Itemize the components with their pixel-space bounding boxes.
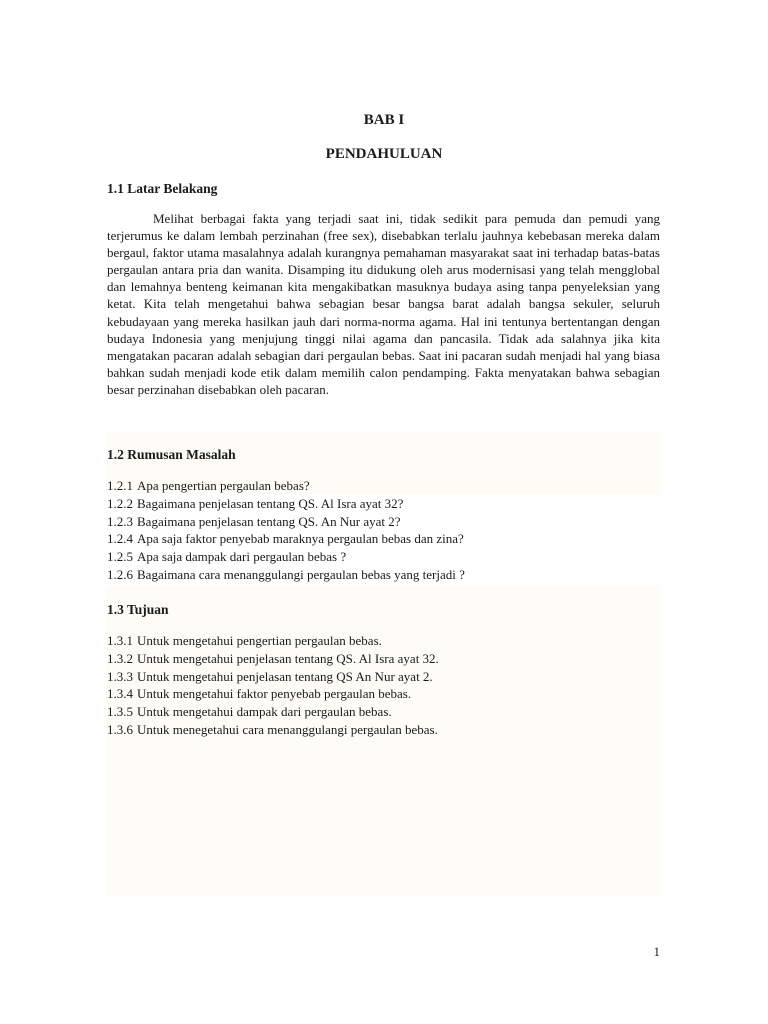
chapter-number: BAB I bbox=[363, 112, 405, 128]
item-number: 1.2.4 bbox=[107, 531, 133, 547]
list-item bbox=[107, 495, 660, 513]
list-item bbox=[107, 632, 660, 650]
page-number: 1 bbox=[653, 944, 660, 959]
item-text: Apa saja faktor penyebab maraknya pergaulan bebas dan zina? bbox=[137, 531, 464, 547]
list-item bbox=[107, 513, 660, 531]
list-item bbox=[107, 703, 660, 721]
item-text: Bagaimana penjelasan tentang QS. Al Isra ayat 32? bbox=[137, 495, 404, 511]
item-text: Bagaimana penjelasan tentang QS. An Nur ayat 2? bbox=[137, 513, 401, 529]
item-number: 1.3.5 bbox=[107, 704, 133, 720]
list-item bbox=[107, 650, 660, 668]
item-text: Untuk mengetahui penjelasan tentang QS An Nur ayat 2. bbox=[137, 668, 433, 684]
item-text: Untuk mengetahui dampak dari pergaulan bebas. bbox=[137, 704, 392, 720]
item-number: 1.3.4 bbox=[107, 686, 133, 702]
item-number: 1.2.6 bbox=[107, 566, 133, 582]
list-item bbox=[107, 685, 660, 703]
item-text: Untuk mengetahui faktor penyebab pergaulan bebas. bbox=[137, 686, 412, 702]
objectives-list bbox=[107, 632, 660, 739]
section-heading-background: 1.1 Latar Belakang bbox=[107, 181, 218, 196]
problems-list bbox=[107, 477, 660, 584]
section-heading-problems: 1.2 Rumusan Masalah bbox=[107, 447, 236, 462]
item-text: Untuk menegetahui cara menanggulangi pergaulan bebas. bbox=[137, 721, 438, 737]
item-number: 1.2.1 bbox=[107, 478, 133, 493]
item-text: Untuk mengetahui penjelasan tentang QS. Al Isra ayat 32. bbox=[137, 650, 439, 666]
item-text: Apa saja dampak dari pergaulan bebas ? bbox=[137, 549, 347, 565]
list-item bbox=[107, 721, 660, 739]
item-text: Bagaimana cara menanggulangi pergaulan bebas yang terjadi ? bbox=[137, 566, 465, 582]
section-heading-objectives: 1.3 Tujuan bbox=[107, 602, 169, 617]
item-number: 1.3.1 bbox=[107, 633, 133, 648]
item-number: 1.3.6 bbox=[107, 721, 133, 737]
item-number: 1.2.5 bbox=[107, 549, 133, 565]
item-number: 1.3.2 bbox=[107, 650, 133, 666]
list-item bbox=[107, 668, 660, 686]
item-text: Untuk mengetahui pengertian pergaulan bebas. bbox=[137, 633, 382, 648]
list-item bbox=[107, 477, 660, 495]
list-item bbox=[107, 566, 660, 584]
background-paragraph: Melihat berbagai fakta yang terjadi saat ini, tidak sedikit para pemuda dan pemudi yang terjerumus ke dalam lembah perzinahan (free sex), disebabkan terlalu jauhnya kebebasan mereka dalam bergaul, faktor utama masalahnya adalah kurangnya pemahaman masyarakat saat ini terhadap batas-batas pergaulan antara pria dan wanita. Disamping itu didukung oleh arus modernisasi yang telah mengglobal dan lemahnya benteng keimanan kita mengakibatkan masuknya budaya asing tanpa penyeleksian yang ketat. Kita telah mengetahui bahwa sebagian besar bangsa barat adalah bangsa sekuler, seluruh kebudayaan yang mereka hasilkan jauh dari norma-norma agama. Hal ini tentunya bertentangan dengan budaya Indonesia yang menjujung tinggi nilai agama dan pancasila. Tidak ada salahnya jika kita mengatakan pacaran adalah sebagian dari pergaulan bebas. Saat ini pacaran sudah menjadi hal yang biasa bahkan sudah menjadi kode etik dalam memilih calon pendamping. Fakta menyatakan bahwa sebagian besar perzinahan disebabkan oleh pacaran. bbox=[107, 211, 660, 397]
list-item bbox=[107, 530, 660, 548]
item-text: Apa pengertian pergaulan bebas? bbox=[137, 478, 310, 493]
item-number: 1.2.2 bbox=[107, 495, 133, 511]
chapter-title: PENDAHULUAN bbox=[325, 146, 443, 162]
list-item bbox=[107, 548, 660, 566]
item-number: 1.3.3 bbox=[107, 668, 133, 684]
item-number: 1.2.3 bbox=[107, 513, 133, 529]
